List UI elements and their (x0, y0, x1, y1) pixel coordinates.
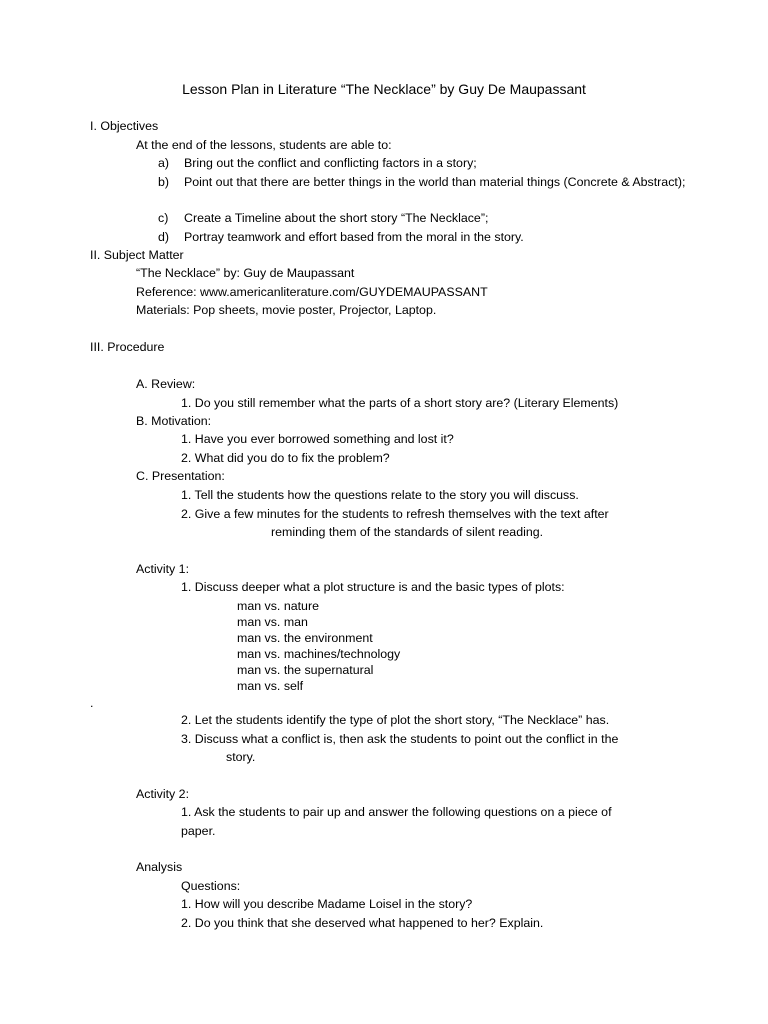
objectives-heading: I. Objectives (90, 119, 159, 133)
analysis-question: 2. Do you think that she deserved what happened to her? Explain. (181, 916, 544, 930)
activity2-item: 1. Ask the students to pair up and answer the following questions on a piece of (181, 805, 612, 819)
plot-type-item: man vs. the environment (237, 631, 373, 645)
plot-type-item: man vs. self (237, 679, 304, 693)
presentation-item-continued: reminding them of the standards of silent reading. (271, 525, 544, 539)
presentation-heading: C. Presentation: (136, 469, 225, 483)
activity1-item-continued: story. (226, 750, 256, 764)
objective-text: Bring out the conflict and conflicting factors in a story; (184, 156, 477, 170)
activity1-heading: Activity 1: (136, 562, 190, 576)
objective-marker: d) (158, 230, 170, 244)
activity2-item-continued: paper. (181, 824, 216, 838)
subject-matter-heading: II. Subject Matter (90, 248, 184, 262)
objective-item (158, 228, 524, 247)
subject-reference: Reference: www.americanliterature.com/GUYDEMAUPASSANT (136, 285, 488, 299)
objective-text: Create a Timeline about the short story “The Necklace”; (184, 211, 489, 225)
presentation-item: 1. Tell the students how the questions relate to the story you will discuss. (181, 488, 579, 502)
plot-type-item: man vs. nature (237, 599, 319, 613)
objective-text: Portray teamwork and effort based from the moral in the story. (184, 230, 524, 244)
plot-type-item: man vs. machines/technology (237, 647, 401, 661)
motivation-item: 1. Have you ever borrowed something and lost it? (181, 432, 454, 446)
objective-marker: c) (158, 211, 169, 225)
plot-type-item: man vs. man (237, 615, 308, 629)
activity1-item: 1. Discuss deeper what a plot structure is and the basic types of plots: (181, 580, 565, 594)
motivation-item: 2. What did you do to fix the problem? (181, 451, 390, 465)
subject-story: “The Necklace” by: Guy de Maupassant (136, 266, 355, 280)
procedure-heading: III. Procedure (90, 340, 165, 354)
subject-materials: Materials: Pop sheets, movie poster, Projector, Laptop. (136, 303, 437, 317)
document-title: Lesson Plan in Literature “The Necklace” by Guy De Maupassant (182, 81, 586, 97)
presentation-item: 2. Give a few minutes for the students to refresh themselves with the text after (181, 507, 609, 521)
objective-text: Point out that there are better things in the world than material things (Concrete & Abstract); (184, 175, 686, 189)
analysis-heading: Analysis (136, 860, 183, 874)
questions-label: Questions: (181, 879, 241, 893)
activity2-heading: Activity 2: (136, 787, 190, 801)
analysis-question: 1. How will you describe Madame Loisel in the story? (181, 897, 473, 911)
plot-type-item: man vs. the supernatural (237, 663, 374, 677)
objectives-intro: At the end of the lessons, students are able to: (136, 138, 392, 152)
stray-period: . (90, 696, 94, 710)
objective-marker: a) (158, 156, 170, 170)
motivation-heading: B. Motivation: (136, 414, 212, 428)
activity1-item: 3. Discuss what a conflict is, then ask the students to point out the conflict in the (181, 732, 619, 746)
objective-item (158, 209, 488, 228)
objective-marker: b) (158, 175, 170, 189)
review-heading: A. Review: (136, 377, 196, 391)
objective-item (158, 173, 184, 192)
objective-item (158, 154, 477, 173)
review-item: 1. Do you still remember what the parts of a short story are? (Literary Elements) (181, 396, 619, 410)
activity1-item: 2. Let the students identify the type of plot the short story, “The Necklace” has. (181, 713, 610, 727)
